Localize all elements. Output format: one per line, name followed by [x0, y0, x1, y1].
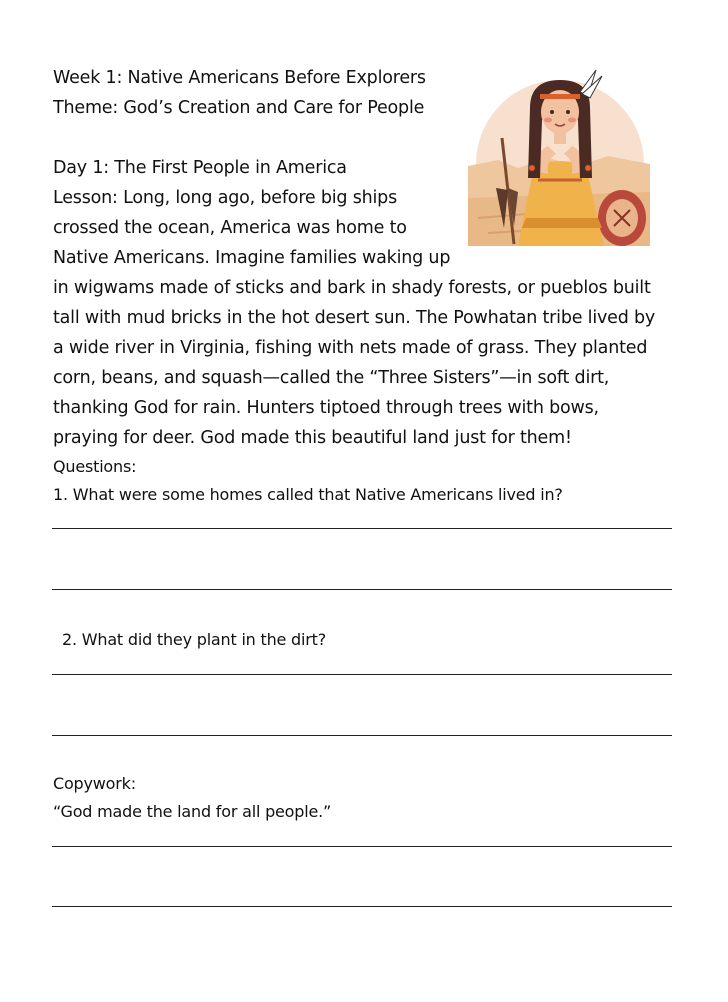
question-1: 1. What were some homes called that Native Americans lived in? [53, 485, 563, 504]
lesson-line: tall with mud bricks in the hot desert sun. The Powhatan tribe lived by [53, 308, 656, 328]
lesson-line: in wigwams made of sticks and bark in shady forests, or pueblos built [53, 278, 651, 298]
lesson-line: corn, beans, and squash—called the “Three Sisters”—in soft dirt, [53, 368, 610, 388]
lesson-line: a wide river in Virginia, fishing with nets made of grass. They planted [53, 338, 648, 358]
answer-line-2b[interactable] [52, 735, 672, 736]
lesson-line: thanking God for rain. Hunters tiptoed through trees with bows, [53, 398, 599, 418]
theme-line: Theme: God’s Creation and Care for People [53, 98, 425, 118]
lesson-line: Native Americans. Imagine families waking up [53, 248, 451, 268]
questions-label: Questions: [53, 457, 137, 476]
answer-line-2a[interactable] [52, 674, 672, 675]
copywork-line-2[interactable] [52, 906, 672, 907]
copywork-text: “God made the land for all people.” [53, 802, 332, 821]
lesson-line: crossed the ocean, America was home to [53, 218, 407, 238]
lesson-line: praying for deer. God made this beautiful land just for them! [53, 428, 572, 448]
week-title: Week 1: Native Americans Before Explorers [53, 68, 426, 88]
answer-line-1b[interactable] [52, 589, 672, 590]
question-2: 2. What did they plant in the dirt? [62, 630, 327, 649]
answer-line-1a[interactable] [52, 528, 672, 529]
copywork-line-1[interactable] [52, 846, 672, 847]
day-title: Day 1: The First People in America [53, 158, 347, 178]
lesson-line: Lesson: Long, long ago, before big ships [53, 188, 397, 208]
native-american-girl-illustration [468, 68, 650, 246]
copywork-label: Copywork: [53, 774, 136, 793]
